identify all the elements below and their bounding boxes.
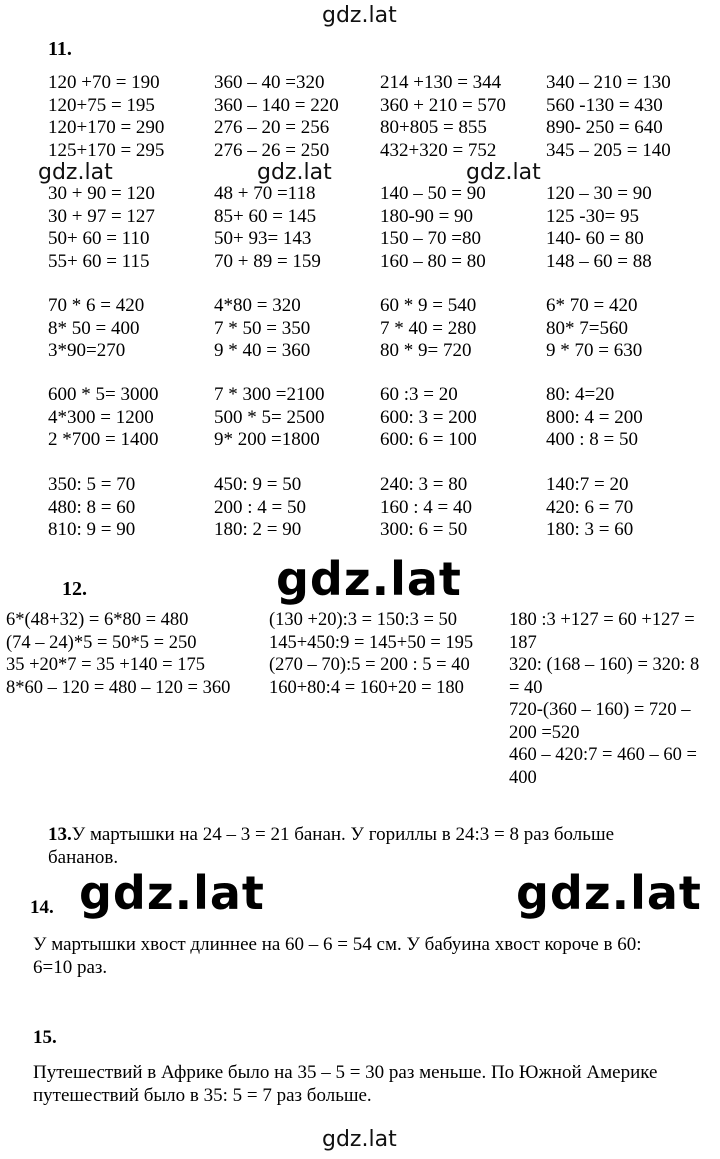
expression: 8*60 – 120 = 480 – 120 = 360 — [6, 677, 231, 698]
equation: 125 -30= 95 — [546, 205, 640, 227]
equation: 4*80 = 320 — [214, 295, 301, 316]
equation: 7 * 40 = 280 — [380, 317, 477, 339]
equation: 80* 7=560 — [546, 317, 628, 339]
task-11-group-4-col-4 — [546, 384, 643, 452]
equation: 360 – 140 = 220 — [214, 94, 339, 116]
task-11-group-3-col-3 — [380, 295, 476, 363]
expression: 400 — [509, 767, 537, 788]
equation: 420: 6 = 70 — [546, 496, 634, 518]
expression: 187 — [509, 632, 537, 653]
equation: 600: 3 = 200 — [380, 406, 477, 428]
equation: 8* 50 = 400 — [48, 317, 140, 339]
watermark-big-right: gdz.lat — [516, 866, 702, 920]
task-11-group-1-col-1 — [48, 72, 164, 162]
task-15-line-1: Путешествий в Африке было на 35 – 5 = 30 раз меньше. По Южной Америке — [33, 1062, 658, 1083]
equation: 30 + 90 = 120 — [48, 183, 155, 204]
equation: 60 :3 = 20 — [380, 384, 458, 405]
task-11-group-2-col-3 — [380, 183, 486, 273]
equation: 276 – 20 = 256 — [214, 117, 330, 138]
equation: 55+ 60 = 115 — [48, 250, 150, 272]
equation: 800: 4 = 200 — [546, 406, 643, 428]
watermark-bottom: gdz.lat — [322, 1127, 397, 1152]
equation: 3*90=270 — [48, 340, 126, 361]
equation: 140 – 50 = 90 — [380, 183, 486, 204]
expression: (74 – 24)*5 = 50*5 = 250 — [6, 632, 197, 653]
watermark-left: gdz.lat — [38, 160, 113, 185]
task-15-line-2: путешествий было в 35: 5 = 7 раз больше. — [33, 1085, 372, 1106]
task-12-col-3 — [509, 609, 699, 789]
equation: 140:7 = 20 — [546, 474, 629, 495]
task-12-col-1 — [6, 609, 230, 699]
equation: 200 : 4 = 50 — [214, 496, 306, 518]
task-13-line-2: бананов. — [48, 847, 119, 865]
equation: 480: 8 = 60 — [48, 496, 136, 518]
equation: 340 – 210 = 130 — [546, 72, 671, 93]
task-11-group-3-col-4 — [546, 295, 642, 363]
task-11-group-5-col-4 — [546, 474, 633, 542]
equation: 890- 250 = 640 — [546, 117, 663, 138]
equation: 80: 4=20 — [546, 384, 615, 405]
expression: (130 +20):3 = 150:3 = 50 — [269, 610, 458, 630]
expression: 35 +20*7 = 35 +140 = 175 — [6, 655, 205, 675]
expression: 160+80:4 = 160+20 = 180 — [269, 677, 464, 698]
task-13 — [48, 823, 614, 865]
equation: 180: 2 = 90 — [214, 519, 302, 540]
equation: 345 – 205 = 140 — [546, 139, 671, 161]
equation: 300: 6 = 50 — [380, 519, 468, 540]
equation: 360 – 40 =320 — [214, 72, 325, 93]
equation: 276 – 26 = 250 — [214, 139, 330, 161]
task-13-line-1: У мартышки на 24 – 3 = 21 банан. У гориллы в 24:3 = 8 раз больше — [71, 824, 615, 845]
task-14-text — [33, 933, 642, 979]
expression: 460 – 420:7 = 460 – 60 = — [509, 745, 697, 765]
equation: 160 : 4 = 40 — [380, 496, 472, 518]
task-11-group-2-col-4 — [546, 183, 652, 273]
equation: 2 *700 = 1400 — [48, 429, 159, 450]
watermark-big-left: gdz.lat — [79, 866, 265, 920]
equation: 150 – 70 =80 — [380, 228, 481, 249]
equation: 80 * 9= 720 — [380, 340, 472, 361]
equation: 85+ 60 = 145 — [214, 205, 317, 227]
equation: 180: 3 = 60 — [546, 519, 634, 540]
task-12-number: 12. — [62, 578, 87, 600]
task-11-group-2-col-2 — [214, 183, 321, 273]
equation: 180-90 = 90 — [380, 205, 474, 227]
task-14-line-2: 6=10 раз. — [33, 957, 108, 978]
equation: 120 +70 = 190 — [48, 72, 160, 93]
equation: 4*300 = 1200 — [48, 406, 154, 428]
equation: 240: 3 = 80 — [380, 474, 468, 495]
equation: 7 * 300 =2100 — [214, 384, 325, 405]
equation: 140- 60 = 80 — [546, 228, 644, 249]
equation: 560 -130 = 430 — [546, 94, 663, 116]
task-13-number: 13. — [48, 824, 72, 845]
watermark-top: gdz.lat — [322, 3, 397, 28]
equation: 432+320 = 752 — [380, 139, 497, 161]
task-11-group-5-col-3 — [380, 474, 472, 542]
task-11-group-2-col-1 — [48, 183, 155, 273]
equation: 360 + 210 = 570 — [380, 94, 506, 116]
task-11-group-1-col-4 — [546, 72, 671, 162]
equation: 450: 9 = 50 — [214, 474, 302, 495]
equation: 9* 200 =1800 — [214, 429, 320, 450]
equation: 6* 70 = 420 — [546, 295, 638, 316]
task-11-group-5-col-2 — [214, 474, 306, 542]
task-15-text — [33, 1061, 657, 1107]
task-15-number: 15. — [33, 1027, 57, 1048]
task-11-group-3-col-2 — [214, 295, 310, 363]
equation: 350: 5 = 70 — [48, 474, 136, 495]
equation: 70 + 89 = 159 — [214, 250, 321, 272]
equation: 120 – 30 = 90 — [546, 183, 652, 204]
expression: 720-(360 – 160) = 720 – — [509, 700, 691, 720]
equation: 125+170 = 295 — [48, 139, 165, 161]
equation: 600: 6 = 100 — [380, 429, 477, 450]
task-11-group-4-col-2 — [214, 384, 324, 452]
equation: 80+805 = 855 — [380, 117, 487, 138]
task-12-col-2 — [269, 609, 473, 699]
expression: = 40 — [509, 677, 543, 698]
equation: 50+ 93= 143 — [214, 228, 312, 249]
equation: 810: 9 = 90 — [48, 519, 136, 540]
equation: 600 * 5= 3000 — [48, 384, 159, 405]
task-11-group-3-col-1 — [48, 295, 144, 363]
expression: 145+450:9 = 145+50 = 195 — [269, 632, 474, 653]
task-11-group-4-col-3 — [380, 384, 477, 452]
task-11-group-4-col-1 — [48, 384, 158, 452]
equation: 148 – 60 = 88 — [546, 250, 652, 272]
watermark-mid: gdz.lat — [257, 160, 332, 185]
equation: 48 + 70 =118 — [214, 183, 316, 204]
watermark-right: gdz.lat — [466, 160, 541, 185]
equation: 120+75 = 195 — [48, 94, 155, 116]
task-14-line-1: У мартышки хвост длиннее на 60 – 6 = 54 см. У бабуина хвост короче в 60: — [33, 934, 642, 955]
expression: (270 – 70):5 = 200 : 5 = 40 — [269, 655, 470, 675]
task-11-group-1-col-3 — [380, 72, 506, 162]
equation: 50+ 60 = 110 — [48, 228, 150, 249]
expression: 200 =520 — [509, 722, 580, 743]
equation: 120+170 = 290 — [48, 117, 165, 138]
equation: 70 * 6 = 420 — [48, 295, 145, 316]
equation: 160 – 80 = 80 — [380, 250, 486, 272]
watermark-big-center: gdz.lat — [276, 552, 462, 606]
equation: 214 +130 = 344 — [380, 72, 502, 93]
equation: 9 * 40 = 360 — [214, 340, 311, 361]
expression: 6*(48+32) = 6*80 = 480 — [6, 610, 189, 630]
equation: 9 * 70 = 630 — [546, 340, 643, 361]
equation: 400 : 8 = 50 — [546, 429, 638, 450]
expression: 320: (168 – 160) = 320: 8 — [509, 655, 700, 675]
task-11-group-1-col-2 — [214, 72, 339, 162]
task-14-number: 14. — [30, 897, 54, 918]
expression: 180 :3 +127 = 60 +127 = — [509, 610, 695, 630]
equation: 30 + 97 = 127 — [48, 205, 155, 227]
equation: 60 * 9 = 540 — [380, 295, 477, 316]
task-11-group-5-col-1 — [48, 474, 135, 542]
equation: 500 * 5= 2500 — [214, 406, 325, 428]
equation: 7 * 50 = 350 — [214, 317, 311, 339]
task-11-number: 11. — [48, 38, 72, 60]
